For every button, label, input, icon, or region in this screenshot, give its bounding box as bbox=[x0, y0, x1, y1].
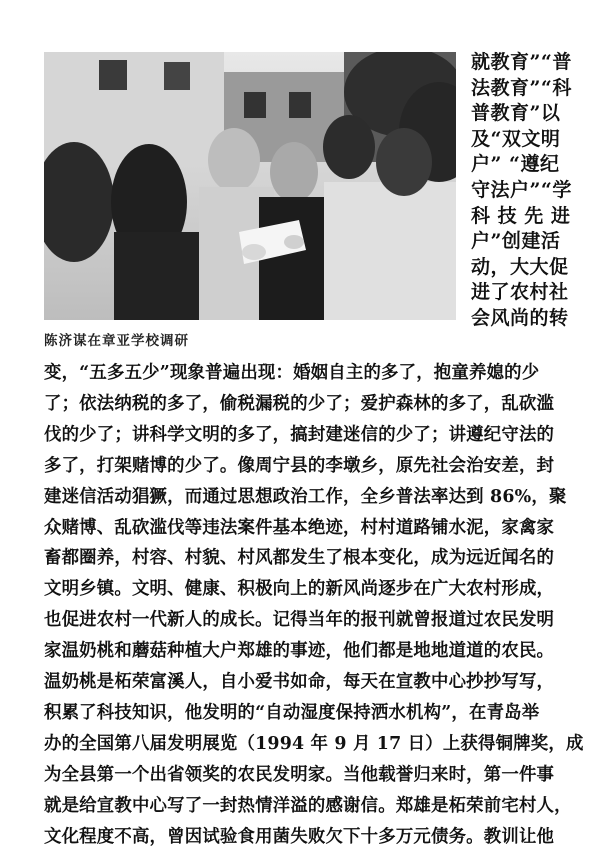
body-line: 为全县第一个出省领奖的农民发明家。当他载誉归来时，第一件事 bbox=[44, 764, 555, 785]
side-line: 守法户”“学 bbox=[471, 178, 572, 201]
photo-caption: 陈济谋在章亚学校调研 bbox=[44, 333, 189, 349]
side-line: 进了农村社 bbox=[471, 281, 569, 304]
photo-image bbox=[44, 52, 456, 320]
side-line: 科 技 先 进 bbox=[471, 204, 571, 227]
body-line: 畜都圈养，村容、村貌、村风都发生了根本变化，成为远近闻名的 bbox=[44, 548, 555, 569]
side-text-column bbox=[471, 50, 571, 332]
body-line: 多了，打架赌博的少了。像周宁县的李墩乡，原先社会治安差，封 bbox=[44, 455, 555, 476]
body-line: 就是给宣教中心写了一封热情洋溢的感谢信。郑雄是柘荣前宅村人， bbox=[44, 795, 572, 816]
body-line: 建迷信活动猖獗，而通过思想政治工作，全乡普法率达到 86%，聚 bbox=[44, 486, 567, 507]
side-line: 户” “遵纪 bbox=[471, 153, 560, 176]
photo bbox=[44, 52, 456, 320]
side-line: 户”创建活 bbox=[471, 230, 561, 253]
side-line: 法教育”“科 bbox=[471, 76, 572, 99]
body-line: 众赌博、乱砍滥伐等违法案件基本绝迹，村村道路铺水泥，家禽家 bbox=[44, 517, 555, 538]
side-line: 会风尚的转 bbox=[471, 306, 569, 329]
body-line: 积累了科技知识，他发明的“自动湿度保持洒水机构”，在青岛举 bbox=[44, 702, 540, 723]
body-line: 变，“五多五少”现象普遍出现：婚姻自主的多了，抱童养媳的少 bbox=[44, 363, 540, 383]
side-line: 就教育”“普 bbox=[471, 51, 572, 73]
side-line: 普教育”以 bbox=[471, 102, 561, 125]
body-line: 办的全国第八届发明展览（1994 年 9 月 17 日）上获得铜牌奖，成 bbox=[44, 733, 584, 754]
body-line: 伐的少了；讲科学文明的多了，搞封建迷信的少了；讲遵纪守法的 bbox=[44, 424, 555, 445]
side-line: 动，大大促 bbox=[471, 255, 569, 278]
body-line: 也促进农村一代新人的成长。记得当年的报刊就曾报道过农民发明 bbox=[44, 610, 555, 631]
body-text bbox=[44, 358, 584, 853]
body-line: 文明乡镇。文明、健康、积极向上的新风尚逐步在广大农村形成， bbox=[44, 579, 555, 600]
body-line: 了；依法纳税的多了，偷税漏税的少了；爱护森林的多了，乱砍滥 bbox=[44, 393, 555, 414]
body-line: 家温奶桃和蘑菇种植大户郑雄的事迹，他们都是地地道道的农民。 bbox=[44, 641, 555, 662]
body-line: 温奶桃是柘荣富溪人，自小爱书如命，每天在宣教中心抄抄写写， bbox=[44, 672, 555, 693]
body-line: 文化程度不高，曾因试验食用菌失败欠下十多万元债务。教训让他 bbox=[44, 826, 555, 847]
side-line: 及“双文明 bbox=[471, 127, 561, 150]
